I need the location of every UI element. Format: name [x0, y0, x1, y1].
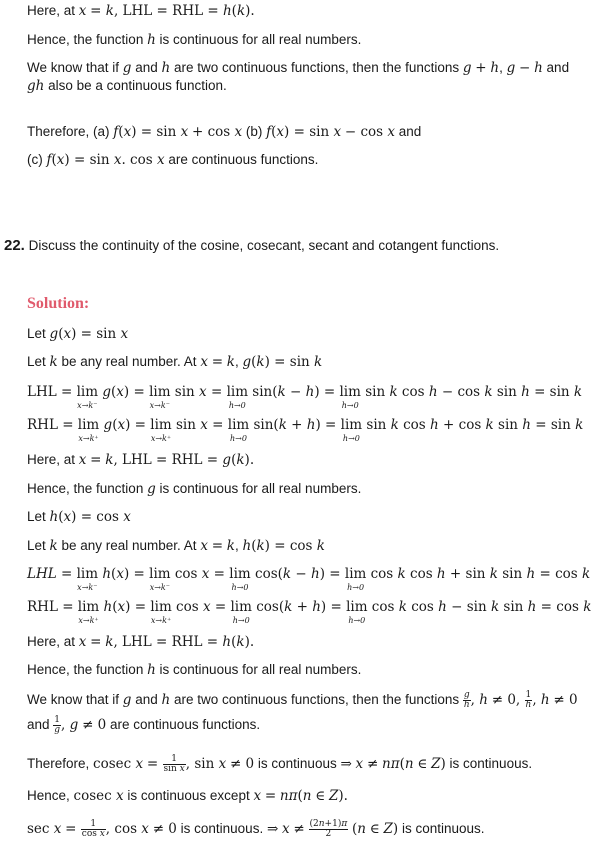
solution-label: Solution: — [27, 295, 90, 312]
lhl-g-equation: LHL = lim x→k⁻ g(x) = lim x→k⁻ sin x = lim h→0 sin(k − h) = lim h→0 sin k cos h − cos k sin h = sin k — [27, 384, 583, 410]
text-line: Therefore, cosec x = $\frac{1}{\text{sin x}}$ , sin x ≠ 0 is continuous ⇒ x ≠ nπ(n ∈ Z) is continuous. — [27, 754, 533, 774]
text-line: Hence, cosec x is continuous except x = nπ(n ∈ Z). — [27, 788, 348, 804]
text-line: Hence, the function h is continuous for all real numbers. — [27, 32, 362, 48]
text-line: (c) f(x) = sin x. cos x are continuous functions. — [27, 152, 319, 168]
text-line: Here, at x = k, LHL = RHL = h(k). — [27, 3, 255, 19]
solution-heading — [27, 295, 577, 313]
rhl-g-equation: RHL = lim x→k⁺ g(x) = lim x→k⁺ sin x = lim h→0 sin(k + h) = lim h→0 sin k cos h + cos k sin h = sin k — [27, 417, 584, 443]
text-line: gh also be a continuous function. — [27, 78, 227, 94]
lhl-h-equation: LHL = lim x→k⁻ h(x) = lim x→k⁻ cos x = lim h→0 cos(k − h) = lim h→0 cos k cos h + sin k sin h = cos k — [27, 566, 591, 592]
text-line: Let k be any real number. At x = k, g(k) = sin k — [27, 354, 323, 370]
question-text: Discuss the continuity of the cosine, cosecant, secant and cotangent functions. — [28, 238, 500, 253]
text-line: sec x = $\frac{1}{\text{cos x}}$ , cos x ≠ 0 is continuous. ⇒ x ≠ $\frac{(2n+1)\pi}{2}$ (n ∈ Z) is continuous. — [27, 819, 485, 839]
text-line: We know that if g and h are two continuous functions, then the functions g + h, g − h and — [27, 60, 570, 76]
text-line: Let g(x) = sin x — [27, 326, 129, 342]
text-line: Let h(x) = cos x — [27, 509, 131, 525]
question — [4, 237, 577, 255]
text-line: Hence, the function g is continuous for all real numbers. — [27, 481, 362, 497]
text-line: Therefore, (a) f(x) = sin x + cos x (b) f(x) = sin x − cos x and — [27, 124, 422, 140]
rhl-h-equation: RHL = lim x→k⁺ h(x) = lim x→k⁺ cos x = lim h→0 cos(k + h) = lim h→0 cos k cos h − sin k sin h = cos k — [27, 599, 591, 625]
text-line: We know that if g and h are two continuous functions, then the functions $\frac{g}{h}$ , h ≠ 0, $\frac{1}{h}$ , h ≠ 0 — [27, 690, 578, 710]
text-line: Here, at x = k, LHL = RHL = g(k). — [27, 452, 255, 468]
text-line: Here, at x = k, LHL = RHL = h(k). — [27, 634, 255, 650]
text-line: Let k be any real number. At x = k, h(k) = cos k — [27, 538, 325, 554]
question-number: 22. — [4, 237, 25, 254]
text-line: and $\frac{1}{g}$ , g ≠ 0 are continuous functions. — [27, 715, 261, 735]
text-line: Hence, the function h is continuous for all real numbers. — [27, 662, 362, 678]
